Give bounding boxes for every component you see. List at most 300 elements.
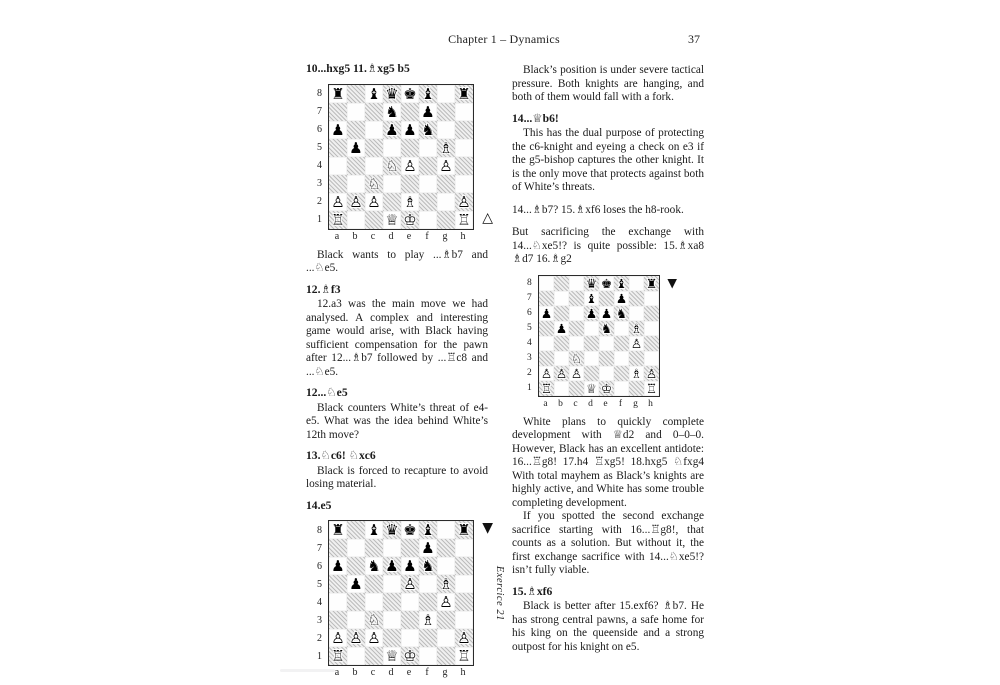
square-g8	[629, 276, 644, 291]
piece-wP: ♙	[439, 156, 453, 175]
rank-label-8: 8	[317, 524, 322, 536]
square-c2	[365, 193, 383, 211]
square-c4	[365, 157, 383, 175]
square-c5	[569, 321, 584, 336]
square-f8	[419, 521, 437, 539]
paragraph-counters: Black counters White’s threat of e4-e5. What was the idea behind White’s 12th move?	[306, 401, 488, 441]
square-e8	[401, 85, 419, 103]
square-b5	[347, 575, 365, 593]
rank-label-1: 1	[527, 383, 532, 393]
square-c7	[365, 539, 383, 557]
square-f8	[614, 276, 629, 291]
file-label-b: b	[352, 230, 358, 242]
piece-bQ: ♛	[385, 521, 399, 539]
piece-wP: ♙	[349, 629, 363, 647]
paragraph-forced: Black is forced to recapture to avoid losing material.	[306, 464, 488, 490]
square-d1	[383, 647, 401, 665]
square-d7	[383, 539, 401, 557]
file-label-a: a	[543, 398, 548, 409]
file-labels	[538, 398, 660, 410]
square-g4	[437, 157, 455, 175]
square-h3	[644, 351, 659, 366]
paragraph-variation-1: 14...♗b7? 15.♗xf6 loses the h8-rook.	[512, 203, 684, 216]
square-a1	[329, 211, 347, 229]
square-g6	[437, 557, 455, 575]
rank-label-2: 2	[317, 632, 322, 644]
square-e4	[599, 336, 614, 351]
rank-label-2: 2	[317, 196, 322, 207]
square-g7	[437, 539, 455, 557]
square-g6	[437, 121, 455, 139]
piece-wR: ♖	[331, 210, 345, 229]
square-f1	[419, 647, 437, 665]
square-h7	[644, 291, 659, 306]
piece-bP: ♟	[421, 539, 435, 557]
square-g4	[437, 593, 455, 611]
square-e4	[401, 593, 419, 611]
square-a8	[329, 521, 347, 539]
square-g8	[437, 521, 455, 539]
piece-bR: ♜	[331, 521, 345, 539]
piece-bR: ♜	[457, 84, 471, 103]
square-b7	[347, 103, 365, 121]
square-c7	[569, 291, 584, 306]
rank-label-8: 8	[317, 88, 322, 99]
square-b1	[347, 647, 365, 665]
piece-wR: ♖	[331, 647, 345, 665]
square-e7	[401, 103, 419, 121]
square-h1	[644, 381, 659, 396]
square-a4	[539, 336, 554, 351]
piece-wQ: ♕	[385, 647, 399, 665]
square-g3	[437, 175, 455, 193]
square-e7	[599, 291, 614, 306]
square-b2	[347, 629, 365, 647]
rank-label-5: 5	[527, 323, 532, 333]
file-label-d: d	[388, 230, 394, 242]
piece-bB: ♝	[421, 84, 435, 103]
square-b4	[347, 157, 365, 175]
square-f3	[614, 351, 629, 366]
piece-wB: ♗	[439, 575, 453, 593]
square-d2	[584, 366, 599, 381]
file-label-h: h	[460, 230, 466, 242]
file-label-d: d	[388, 667, 394, 678]
square-c5	[365, 575, 383, 593]
piece-wK: ♔	[600, 380, 613, 396]
chess-diagram-3	[527, 274, 677, 410]
square-e1	[401, 211, 419, 229]
chapter-title: Chapter 1 – Dynamics	[448, 32, 560, 46]
square-g3	[437, 611, 455, 629]
piece-bB: ♝	[585, 290, 598, 306]
square-d4	[383, 593, 401, 611]
black-to-move-indicator: ▼	[667, 274, 677, 290]
piece-bB: ♝	[615, 275, 628, 291]
square-e6	[401, 121, 419, 139]
rank-labels	[317, 522, 328, 666]
piece-wP: ♙	[439, 593, 453, 611]
square-e1	[401, 647, 419, 665]
square-g2	[629, 366, 644, 381]
piece-bN: ♞	[421, 557, 435, 575]
square-b6	[347, 121, 365, 139]
file-labels	[328, 231, 474, 243]
square-c4	[365, 593, 383, 611]
square-g1	[437, 211, 455, 229]
paragraph-dual-purpose: This has the dual purpose of protecting the c6-knight and eyeing a check on e3 if the g5-bishop captures the other knight. It is the only move that protects against both of White’s threats.	[512, 127, 704, 193]
rank-label-7: 7	[527, 293, 532, 303]
square-e4	[401, 157, 419, 175]
square-g2	[437, 193, 455, 211]
file-label-e: e	[406, 667, 412, 678]
square-h3	[455, 611, 473, 629]
file-label-b: b	[558, 398, 563, 409]
file-label-a: a	[334, 667, 340, 678]
square-e3	[599, 351, 614, 366]
paragraph-better: Black is better after 15.exf6? ♗b7. He has strong central pawns, a safe home for his king on the queenside and a strong outpost for his knight on e5.	[512, 600, 704, 653]
piece-bP: ♟	[585, 305, 598, 321]
square-d1	[383, 211, 401, 229]
square-d2	[383, 629, 401, 647]
piece-wN: ♘	[385, 156, 399, 175]
square-f5	[419, 139, 437, 157]
file-label-g: g	[442, 667, 448, 678]
square-h2	[455, 193, 473, 211]
square-e8	[599, 276, 614, 291]
piece-wK: ♔	[403, 210, 417, 229]
rank-label-1: 1	[317, 650, 322, 662]
square-e5	[599, 321, 614, 336]
file-label-c: c	[573, 398, 578, 409]
piece-wN: ♘	[367, 174, 381, 193]
square-a2	[329, 629, 347, 647]
square-f5	[419, 575, 437, 593]
square-h1	[455, 211, 473, 229]
rank-label-2: 2	[527, 368, 532, 378]
square-a7	[539, 291, 554, 306]
square-f6	[419, 121, 437, 139]
piece-bN: ♞	[421, 120, 435, 139]
square-c2	[569, 366, 584, 381]
square-e8	[401, 521, 419, 539]
paragraph-variation-2: But sacrificing the exchange with 14...♘xe5!? is quite possible: 15.♗xa8 ♗d7 16.♗g2	[512, 226, 704, 265]
piece-bB: ♝	[367, 84, 381, 103]
rank-label-5: 5	[317, 142, 322, 153]
square-h2	[644, 366, 659, 381]
piece-bP: ♟	[385, 557, 399, 575]
scan-artifact	[280, 669, 335, 672]
square-b1	[554, 381, 569, 396]
file-label-d: d	[588, 398, 593, 409]
square-c2	[365, 629, 383, 647]
square-c3	[569, 351, 584, 366]
left-column	[306, 62, 505, 685]
square-d4	[584, 336, 599, 351]
white-to-move-indicator: △	[482, 209, 493, 226]
square-d6	[383, 121, 401, 139]
page-header	[306, 32, 702, 48]
rank-label-6: 6	[317, 560, 322, 572]
square-g5	[629, 321, 644, 336]
square-f5	[614, 321, 629, 336]
square-d3	[383, 175, 401, 193]
piece-bR: ♜	[645, 275, 658, 291]
square-d8	[383, 521, 401, 539]
square-b8	[347, 85, 365, 103]
square-g6	[629, 306, 644, 321]
square-e2	[401, 193, 419, 211]
square-e5	[401, 575, 419, 593]
chess-board-3	[538, 275, 660, 397]
black-to-move-indicator: ▼	[482, 520, 493, 536]
file-label-e: e	[603, 398, 608, 409]
square-f7	[419, 539, 437, 557]
piece-wQ: ♕	[385, 210, 399, 229]
square-d7	[383, 103, 401, 121]
square-c3	[365, 611, 383, 629]
file-label-f: f	[425, 230, 429, 242]
move-heading-14: 14.e5	[306, 498, 332, 512]
paragraph-12a3: 12.a3 was the main move we had analysed. A complex and interesting game would arise, with Black having sufficient compensation for the pawn after 12...♗b7 followed by ...♖c8 and ...♘e5.	[306, 298, 488, 378]
square-h7	[455, 103, 473, 121]
square-g7	[629, 291, 644, 306]
rank-label-6: 6	[317, 124, 322, 135]
square-h5	[455, 575, 473, 593]
square-c1	[365, 211, 383, 229]
piece-bP: ♟	[615, 290, 628, 306]
rank-labels	[527, 276, 538, 396]
square-h6	[455, 121, 473, 139]
piece-wP: ♙	[540, 365, 553, 381]
right-column	[512, 64, 704, 654]
rank-label-4: 4	[317, 160, 322, 171]
square-f2	[419, 193, 437, 211]
rank-label-7: 7	[317, 106, 322, 117]
square-h2	[455, 629, 473, 647]
piece-bP: ♟	[349, 575, 363, 593]
piece-wB: ♗	[630, 320, 643, 336]
square-a1	[329, 647, 347, 665]
file-label-g: g	[442, 230, 448, 242]
piece-bK: ♚	[403, 521, 417, 539]
square-d6	[584, 306, 599, 321]
square-g4	[629, 336, 644, 351]
piece-bN: ♞	[615, 305, 628, 321]
piece-bP: ♟	[555, 320, 568, 336]
rank-labels	[317, 85, 328, 229]
square-d2	[383, 193, 401, 211]
paragraph-intro: Black’s position is under severe tactical pressure. Both knights are hanging, and both of them would fall with a fork.	[512, 64, 704, 103]
piece-bP: ♟	[403, 557, 417, 575]
file-label-f: f	[618, 398, 623, 409]
move-heading-12: 12.♗f3	[306, 282, 341, 296]
piece-wP: ♙	[555, 365, 568, 381]
move-heading-14-qb6: 14...♕b6!	[512, 111, 559, 125]
square-a3	[539, 351, 554, 366]
piece-bR: ♜	[457, 521, 471, 539]
rank-label-1: 1	[317, 214, 322, 225]
square-c8	[365, 85, 383, 103]
square-f4	[419, 593, 437, 611]
piece-bB: ♝	[421, 521, 435, 539]
square-f1	[614, 381, 629, 396]
square-g1	[437, 647, 455, 665]
piece-wP: ♙	[403, 575, 417, 593]
square-d4	[383, 157, 401, 175]
square-f3	[419, 611, 437, 629]
square-d8	[383, 85, 401, 103]
piece-wN: ♘	[570, 350, 583, 366]
square-e1	[599, 381, 614, 396]
square-a7	[329, 103, 347, 121]
file-label-e: e	[406, 230, 412, 242]
square-h1	[455, 647, 473, 665]
piece-bP: ♟	[331, 557, 345, 575]
rank-label-3: 3	[317, 614, 322, 626]
square-b5	[554, 321, 569, 336]
square-c6	[365, 557, 383, 575]
square-a8	[539, 276, 554, 291]
square-h6	[455, 557, 473, 575]
square-e3	[401, 611, 419, 629]
piece-wP: ♙	[331, 629, 345, 647]
piece-wP: ♙	[331, 192, 345, 211]
caption-diagram-1: Black wants to play ...♗b7 and ...♘e5.	[306, 248, 488, 274]
square-b6	[347, 557, 365, 575]
piece-wR: ♖	[457, 647, 471, 665]
square-a6	[329, 121, 347, 139]
square-a5	[329, 139, 347, 157]
paragraph-plans: White plans to quickly complete development with ♕d2 and 0–0–0. However, Black has an excellent antidote: 16...♖g8! 17.h4 ♖xg5! 18.hxg5 ♘fxg4 With total mayhem as Black’s knights are highly active, and White has some trouble completing development.	[512, 415, 704, 509]
square-h3	[455, 175, 473, 193]
rank-label-5: 5	[317, 578, 322, 590]
square-h4	[644, 336, 659, 351]
piece-bK: ♚	[600, 275, 613, 291]
piece-bQ: ♛	[585, 275, 598, 291]
piece-wR: ♖	[645, 380, 658, 396]
square-h5	[455, 139, 473, 157]
piece-wQ: ♕	[585, 380, 598, 396]
square-a3	[329, 611, 347, 629]
square-d5	[584, 321, 599, 336]
piece-wP: ♙	[457, 192, 471, 211]
square-d6	[383, 557, 401, 575]
square-c6	[365, 121, 383, 139]
file-label-a: a	[334, 230, 340, 242]
square-h5	[644, 321, 659, 336]
piece-wN: ♘	[367, 611, 381, 629]
piece-wB: ♗	[439, 138, 453, 157]
piece-wP: ♙	[570, 365, 583, 381]
square-h4	[455, 157, 473, 175]
move-heading-10: 10...hxg5 11.♗xg5 b5	[306, 62, 410, 75]
exercise-label: Exercice 21	[494, 565, 505, 621]
square-e2	[599, 366, 614, 381]
square-e6	[599, 306, 614, 321]
square-h8	[644, 276, 659, 291]
file-label-f: f	[425, 667, 429, 678]
piece-wB: ♗	[403, 192, 417, 211]
square-g5	[437, 575, 455, 593]
file-label-b: b	[352, 667, 358, 678]
square-b8	[554, 276, 569, 291]
square-c1	[569, 381, 584, 396]
piece-bR: ♜	[331, 84, 345, 103]
square-a4	[329, 157, 347, 175]
square-c4	[569, 336, 584, 351]
piece-wP: ♙	[367, 192, 381, 211]
square-b2	[347, 193, 365, 211]
square-c7	[365, 103, 383, 121]
square-b6	[554, 306, 569, 321]
square-f2	[419, 629, 437, 647]
file-label-c: c	[370, 667, 376, 678]
piece-wP: ♙	[645, 365, 658, 381]
square-b1	[347, 211, 365, 229]
move-heading-13: 13.♘c6! ♘xc6	[306, 449, 376, 462]
square-b2	[554, 366, 569, 381]
square-a2	[539, 366, 554, 381]
square-h6	[644, 306, 659, 321]
piece-bQ: ♛	[385, 84, 399, 103]
square-e6	[401, 557, 419, 575]
piece-bP: ♟	[385, 120, 399, 139]
rank-label-6: 6	[527, 308, 532, 318]
rank-label-4: 4	[317, 596, 322, 608]
square-g8	[437, 85, 455, 103]
piece-wK: ♔	[403, 647, 417, 665]
rank-label-8: 8	[527, 278, 532, 288]
file-labels	[328, 667, 474, 679]
square-f8	[419, 85, 437, 103]
paragraph-spotted: If you spotted the second exchange sacrifice starting with 16...♖g8!, that counts as a solution. But without it, the first exchange sacrifice with 14...♘xe5!? isn’t fully viable.	[512, 510, 704, 576]
square-d8	[584, 276, 599, 291]
square-a6	[539, 306, 554, 321]
square-a8	[329, 85, 347, 103]
piece-wP: ♙	[403, 156, 417, 175]
square-f3	[419, 175, 437, 193]
square-h4	[455, 593, 473, 611]
piece-bP: ♟	[331, 120, 345, 139]
piece-wB: ♗	[421, 611, 435, 629]
square-f1	[419, 211, 437, 229]
file-label-h: h	[648, 398, 653, 409]
square-d5	[383, 575, 401, 593]
square-f7	[614, 291, 629, 306]
move-heading-15: 15.♗xf6	[512, 584, 553, 598]
square-e5	[401, 139, 419, 157]
square-f2	[614, 366, 629, 381]
piece-bP: ♟	[600, 305, 613, 321]
piece-bK: ♚	[403, 84, 417, 103]
square-e2	[401, 629, 419, 647]
square-d1	[584, 381, 599, 396]
square-g1	[629, 381, 644, 396]
chess-board-2	[328, 520, 474, 666]
square-c5	[365, 139, 383, 157]
square-b8	[347, 521, 365, 539]
square-b7	[554, 291, 569, 306]
piece-bP: ♟	[349, 138, 363, 157]
square-g2	[437, 629, 455, 647]
rank-label-3: 3	[317, 178, 322, 189]
square-e3	[401, 175, 419, 193]
piece-wR: ♖	[540, 380, 553, 396]
move-heading-12-ne5: 12...♘e5	[306, 386, 348, 399]
piece-wP: ♙	[457, 629, 471, 647]
square-g3	[629, 351, 644, 366]
